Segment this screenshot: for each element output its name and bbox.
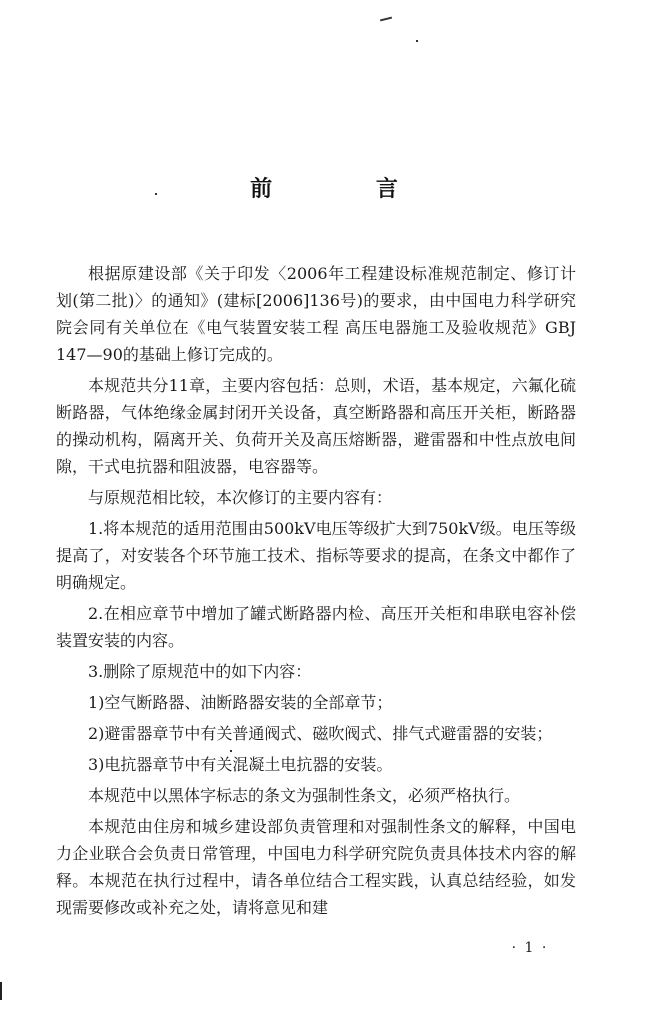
paragraph: 2)避雷器章节中有关普通阀式、磁吹阀式、排气式避雷器的安装； [88,724,553,743]
paragraph: 3)电抗器章节中有关混凝土电抗器的安装。 [88,755,393,774]
page-number: · 1 · [511,940,549,956]
paragraph: 本规范中以黑体字标志的条文为强制性条文，必须严格执行。 [88,786,521,805]
scan-speck [380,17,392,22]
scan-speck [416,40,418,42]
paragraph: 根据原建设部《关于印发〈2006年工程建设标准规范制定、修订计划(第二批)〉的通知》(建标[2006]136号)的要求，由中国电力科学研究院会同有关单位在《电气装置安装工程 高压电器施工及验收规范》GBJ 147—90的基础上修订完成的。 [56,264,576,364]
body-text [56,260,576,925]
paragraph: 与原规范相比较，本次修订的主要内容有： [88,488,393,507]
paragraph: 本规范由住房和城乡建设部负责管理和对强制性条文的解释，中国电力企业联合会负责日常管理，中国电力科学研究院负责具体技术内容的解释。本规范在执行过程中，请各单位结合工程实践，认真总结经验，如发现需要修改或补充之处，请将意见和建 [56,817,576,917]
page-title: 前 言 [250,177,446,202]
paragraph: 1)空气断路器、油断路器安装的全部章节； [88,693,393,712]
paragraph: 本规范共分11章，主要内容包括：总则，术语，基本规定，六氟化硫断路器，气体绝缘金属封闭开关设备，真空断路器和高压开关柜，断路器的操动机构，隔离开关、负荷开关及高压熔断器，避雷器和中性点放电间隙，干式电抗器和阻波器，电容器等。 [56,376,576,476]
paragraph: 3.删除了原规范中的如下内容： [88,662,312,681]
paragraph: 2.在相应章节中增加了罐式断路器内检、高压开关柜和串联电容补偿装置安装的内容。 [56,604,576,650]
scan-edge-mark [0,982,2,1000]
paragraph: 1.将本规范的适用范围由500kV电压等级扩大到750kV级。电压等级提高了，对安装各个环节施工技术、指标等要求的提高，在条文中都作了明确规定。 [56,519,576,592]
